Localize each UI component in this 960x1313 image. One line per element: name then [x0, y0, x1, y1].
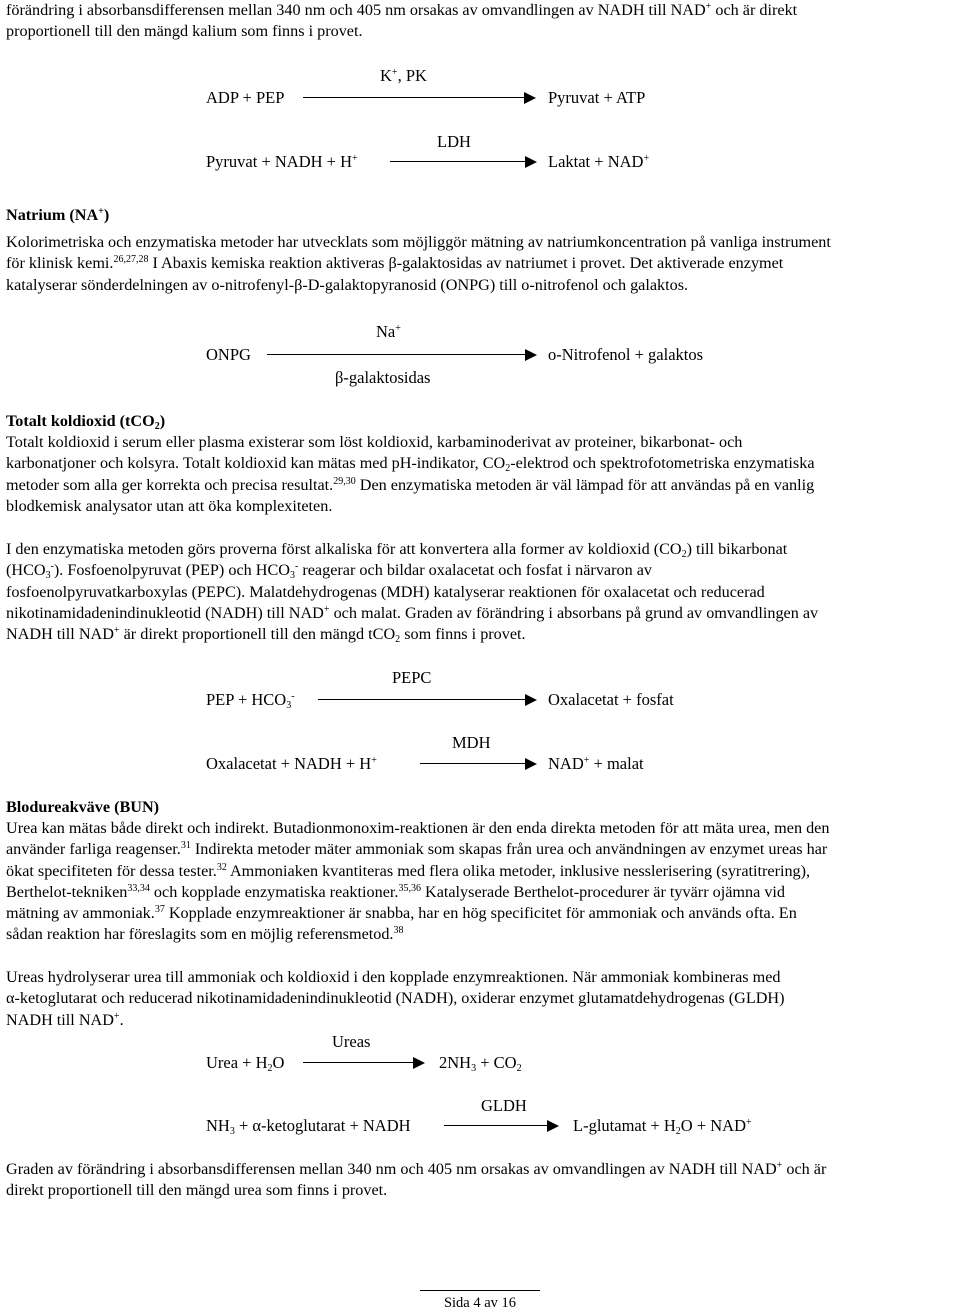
reaction-arrow	[444, 1120, 559, 1132]
reaction-catalyst-enzyme: β-galaktosidas	[335, 368, 431, 387]
reaction-arrow	[303, 1057, 425, 1069]
reaction-catalyst: PEPC	[392, 668, 432, 687]
reaction-left: Oxalacetat + NADH + H+	[206, 754, 377, 773]
reaction-catalyst: MDH	[452, 733, 491, 752]
section-heading-bun: Blodureakväve (BUN)	[6, 798, 160, 816]
co2-paragraph-1: Totalt koldioxid i serum eller plasma existerar som löst koldioxid, karbaminoderivat av proteiner, bikarbonat- och karbonatjoner och kolsyra. Totalt koldioxid kan mätas med pH-indikator, $CO_2$-elektrod och spektrofotometriska enzymatiska metoder som alla ger korrekta och precisa resultat.$^{29,30}$ Den enzymatiska metoden är väl lämpad för att användas på en vanlig blodkemisk analysator utan att öka komplexiteten.	[6, 433, 815, 515]
reaction-left: PEP + $HCO_3^-$	[206, 690, 295, 711]
reaction-arrow	[318, 694, 537, 706]
reaction-catalyst: GLDH	[481, 1096, 527, 1115]
reaction-right: Laktat + NAD+	[548, 152, 650, 171]
footer-divider	[420, 1290, 540, 1291]
reaction-left: Urea + $H_2O$	[206, 1053, 285, 1074]
section-heading-co2: Totalt koldioxid (tCO$_2$)	[6, 412, 166, 432]
closing-paragraph: Graden av förändring i absorbansdifferensen mellan 340 nm och 405 nm orsakas av omvandlingen av NADH till NAD+ och är direkt proportionell till den mängd urea som finns i provet.	[6, 1160, 827, 1200]
reaction-right: Pyruvat + ATP	[548, 88, 646, 107]
reaction-arrow	[303, 92, 536, 104]
reaction-right: Oxalacetat + fosfat	[548, 690, 674, 709]
co2-paragraph-2: I den enzymatiska metoden görs proverna först alkaliska för att konvertera alla former av koldioxid $(CO_2)$ till bikarbonat $(HCO_3^-)$. Fosfoenolpyruvat (PEP) och $HCO_3^-$ reagerar och bildar oxalacetat och fosfat i närvaron av fosfoenolpyruvatkarboxylas (PEPC). Malatdehydrogenas (MDH) katalyserar reaktionen för oxalacetat och reducerad nikotinamidadenindinukleotid (NADH) till NAD+ och malat. Graden av förändring i absorbans på grund av omvandlingen av NADH till NAD+ är direkt proportionell till den mängd tCO$_2$ som finns i provet.	[6, 540, 819, 646]
reaction-left: $NH_3$ + α-ketoglutarat + NADH	[206, 1116, 411, 1137]
reaction-right: L-glutamat + $H_2O + NAD^+$	[573, 1116, 752, 1137]
reaction-left: Pyruvat + NADH + H+	[206, 152, 358, 171]
reaction-arrow	[267, 349, 537, 361]
reaction-right: NAD+ + malat	[548, 754, 644, 773]
reaction-arrow	[390, 156, 537, 168]
reaction-right: ο-Nitrofenol + galaktos	[548, 345, 704, 364]
page-number: Sida 4 av 16	[443, 1295, 517, 1311]
bun-paragraph-1: Urea kan mätas både direkt och indirekt. Butadionmonoxim-reaktionen är den enda direkta metoden för att mäta urea, men den använder farliga reagenser.$^{31}$ Indirekta metoder mäter ammoniak som skapas från urea och användningen av enzymet ureas har ökat specifiteten för dessa tester.$^{32}$ Ammoniaken kvantiteras med flera olika metoder, inklusive nesslerisering (syratitrering), Berthelot-tekniken$^{33,34}$ och kopplade enzymatiska reaktioner.$^{35,36}$ Katalyserade Berthelot-procedurer är tyvärr ojämna vid mätning av ammoniak.$^{37}$ Kopplade enzymreaktioner är snabba, har en hög specificitet för ammoniak och används ofta. En sådan reaktion har föreslagits som en möjlig referensmetod.$^{38}$	[6, 819, 830, 944]
reaction-arrow	[420, 758, 537, 770]
reaction-left: ONPG	[206, 345, 251, 364]
intro-paragraph: förändring i absorbansdifferensen mellan 340 nm och 405 nm orsakas av omvandlingen av NADH till NAD+ och är direkt proportionell till den mängd kalium som finns i provet.	[6, 1, 798, 41]
section-heading-natrium: Natrium (NA+)	[6, 206, 110, 224]
reaction-catalyst: Na+	[376, 322, 401, 341]
reaction-catalyst: K+, PK	[380, 66, 427, 85]
reaction-catalyst: Ureas	[332, 1032, 371, 1051]
bun-paragraph-2: Ureas hydrolyserar urea till ammoniak och koldioxid i den kopplade enzymreaktionen. När ammoniak kombineras med α-ketoglutarat och reducerad nikotinamidadenindinukleotid (NADH), oxiderar enzymet glutamatdehydrogenas (GLDH) NADH till NAD+.	[6, 968, 785, 1029]
natrium-paragraph: Kolorimetriska och enzymatiska metoder har utvecklats som möjliggör mätning av natriumkoncentration på vanliga instrument för klinisk kemi.$^{26,27,28}$ I Abaxis kemiska reaktion aktiveras β-galaktosidas av natriumet i provet. Det aktiverade enzymet katalyserar sönderdelningen av ο-nitrofenyl-β-D-galaktopyranosid (ONPG) till ο-nitrofenol och galaktos.	[6, 233, 831, 294]
reaction-catalyst: LDH	[437, 132, 471, 151]
reaction-right: $2NH_3 + CO_2$	[439, 1053, 522, 1074]
reaction-left: ADP + PEP	[206, 88, 285, 107]
